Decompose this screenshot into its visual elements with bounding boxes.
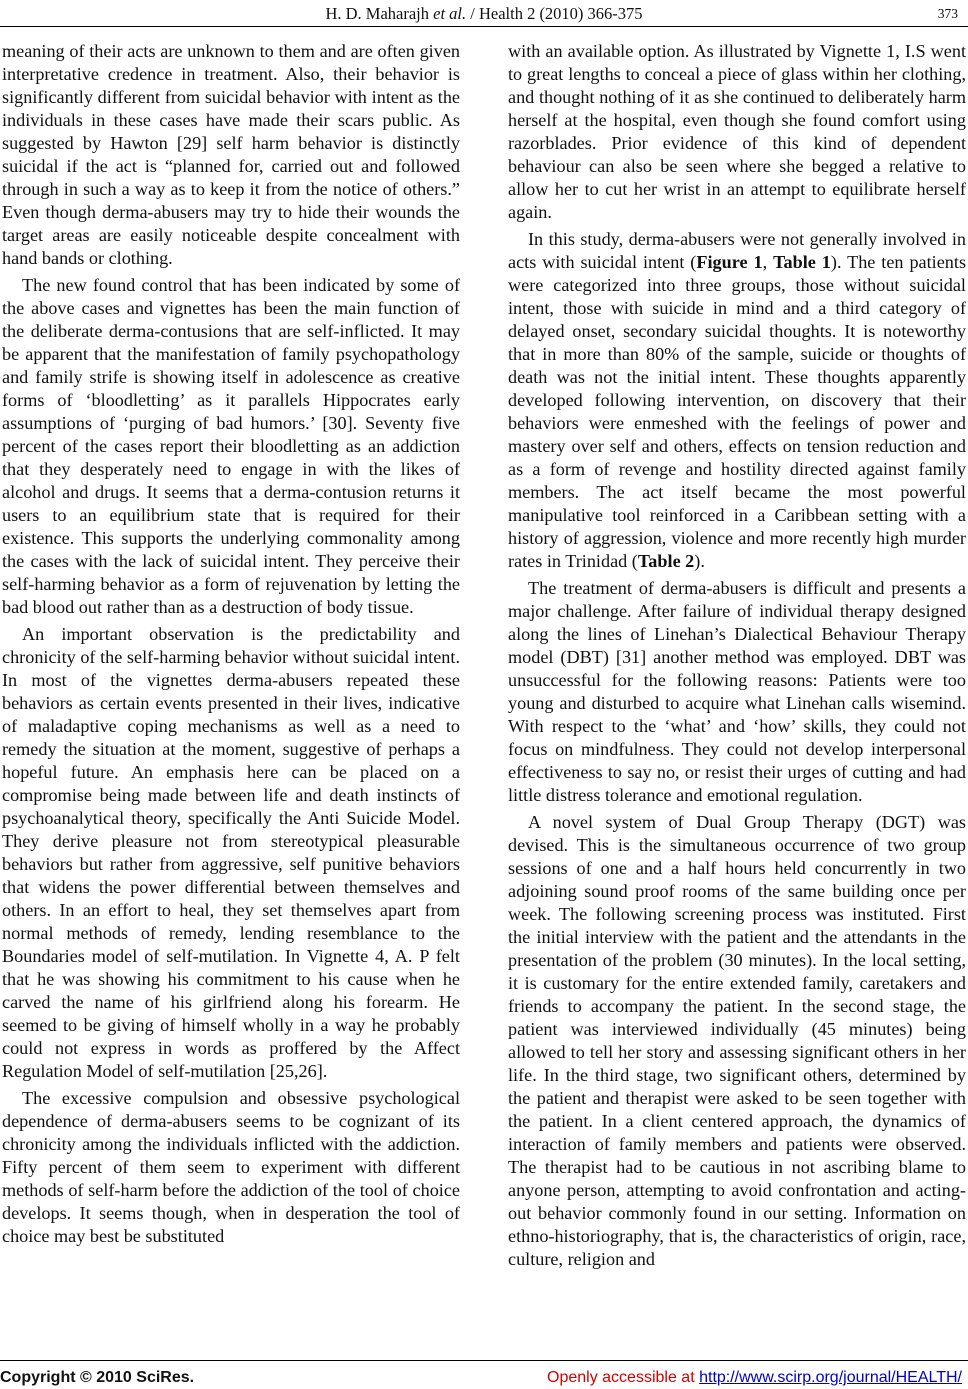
paragraph: with an available option. As illustrated by Vignette 1, I.S went to great lengths to conceal a piece of glass within her clothing, and thought nothing of it as she continued to deliberately harm herself at the hospital, even though she found comfort using razorblades. Prior evidence of this kind of dependent behaviour can also be seen where she begged a relative to allow her to cut her wrist in an attempt to equilibrate herself again. [508,41,966,222]
open-access-note: Openly accessible at http://www.scirp.org/journal/HEALTH/ [547,1369,962,1386]
paragraph: The excessive compulsion and obsessive psychological dependence of derma-abusers seems to be cognizant of its chronicity among the individuals inflicted with the addiction. Fifty percent of them seem to experiment with different methods of self-harm before the addiction of the tool of choice develops. It seems though, when in desperation the tool of choice may best be substituted [2,1088,460,1246]
figure-1-ref[interactable]: Figure 1 [696,252,763,272]
paragraph: meaning of their acts are unknown to them and are often given interpretative credence in treatment. Also, their behavior is significantly different from suicidal behavior with intent as the individuals in these cases have made their scars public. As suggested by Hawton [29] self harm behavior is distinctly suicidal if the act is “planned for, carried out and followed through in such a way as to keep it from the notice of others.” Even though derma-abusers may try to hide their wounds the target areas are easily noticeable despite concealment with hand bands or clothing. [2,41,460,268]
page-footer [0,1360,968,1389]
journal-citation [0,4,968,24]
copyright: Copyright © 2010 SciRes. [0,1369,195,1386]
header-author: H. D. Maharajh [325,4,434,23]
page-number: 373 [937,6,958,21]
header-journal: / Health 2 (2010) 366-375 [466,4,643,23]
journal-link[interactable]: http://www.scirp.org/journal/HEALTH/ [699,1369,962,1386]
right-column [508,40,966,1275]
paragraph: An important observation is the predictability and chronicity of the self-harming behavior without suicidal intent. In most of the vignettes derma-abusers repeated these behaviors as certain events presented in their lives, indicative of maladaptive coping mechanisms as well as a need to remedy the situation at the moment, suggestive of perhaps a hopeful future. An emphasis here can be placed on a compromise being made between life and death instincts of psychoanalytical theory, specifically the Anti Suicide Model. They derive pleasure not from stereotypical pleasurable behaviors but rather from aggressive, self punitive behaviors that widens the power differential between themselves and others. In an effort to heal, they set themselves apart from normal methods of remedy, lending resemblance to the Boundaries model of self-mutilation. In Vignette 4, A. P felt that he was showing his commitment to his cause when he carved the name of his girlfriend along his forearm. He seemed to be giving of himself wholly in a way he probably could not express in words as proffered by the Affect Regulation Model of self-mutilation [25,26]. [2,624,460,1081]
paragraph: The treatment of derma-abusers is difficult and presents a major challenge. After failure of individual therapy designed along the lines of Linehan’s Dialectical Behaviour Therapy model (DBT) [31] another method was employed. DBT was unsuccessful for the following reasons: Patients were too young and disturbed to acquire what Linehan calls wisemind. With respect to the ‘what’ and ‘how’ skills, they could not focus on mindfulness. They could not develop interpersonal effectiveness to say no, or resist their urges of cutting and had little distress tolerance and emotional regulation. [508,578,966,805]
running-header [0,0,968,27]
paragraph: A novel system of Dual Group Therapy (DGT) was devised. This is the simultaneous occurrence of two group sessions of one and a half hours held concurrently in two adjoining sound proof rooms of the same building once per week. The following screening process was instituted. First the initial interview with the patient and the attendants in the presentation of the problem (30 minutes). In the local setting, it is customary for the entire extended family, caretakers and friends to accompany the patient. In the second stage, the patient was interviewed individually (45 minutes) being allowed to tell her story and assessing significant others in her life. In the third stage, two significant others, determined by the patient and therapist were asked to be seen together with the patient. In a client centered approach, the dynamics of interaction of family members and patients were observed. The therapist had to be cautious in not ascribing blame to anyone person, attempting to avoid confrontation and acting-out behavior commonly found in our setting. Information on ethno-historiography, that is, the characteristics of origin, race, culture, religion and [508,812,966,1269]
paragraph: In this study, derma-abusers were not generally involved in acts with suicidal intent (Figure 1, Table 1). The ten patients were categorized into three groups, those without suicidal intent, those with suicide in mind and a third category of delayed onset, secondary suicidal thoughts. It is noteworthy that in more than 80% of the sample, suicide or thoughts of death was not the initial intent. These thoughts apparently developed following intervention, on discovery that their behaviors were enmeshed with the feelings of power and mastery over self and others, effects on tension reduction and as a form of revenge and hostility directed against family members. The act itself became the most powerful manipulative tool reinforced in a Caribbean setting with a history of aggression, violence and more recently high murder rates in Trinidad (Table 2). [508,229,967,571]
table-2-ref[interactable]: Table 2 [637,551,695,571]
header-etal: et al. [433,4,467,23]
table-1-ref[interactable]: Table 1 [773,252,831,272]
paragraph: The new found control that has been indicated by some of the above cases and vignettes has been the main function of the deliberate derma-contusions that are self-inflicted. It may be apparent that the manifestation of family psychopathology and family strife is showing itself in adolescence as creative forms of ‘bloodletting’ as it parallels Hippocrates early assumptions of ‘purging of bad humors.’ [30]. Seventy five percent of the cases report their bloodletting as an addiction that they desperately need to engage in with the likes of alcohol and drugs. It seems that a derma-contusion returns it users to an equilibrium state that is required for their existence. This supports the underlying commonality among the cases with the lack of suicidal intent. They perceive their self-harming behavior as a form of rejuvenation by letting the bad blood out rather than as a destruction of body tissue. [2,275,460,617]
left-column [2,40,460,1252]
